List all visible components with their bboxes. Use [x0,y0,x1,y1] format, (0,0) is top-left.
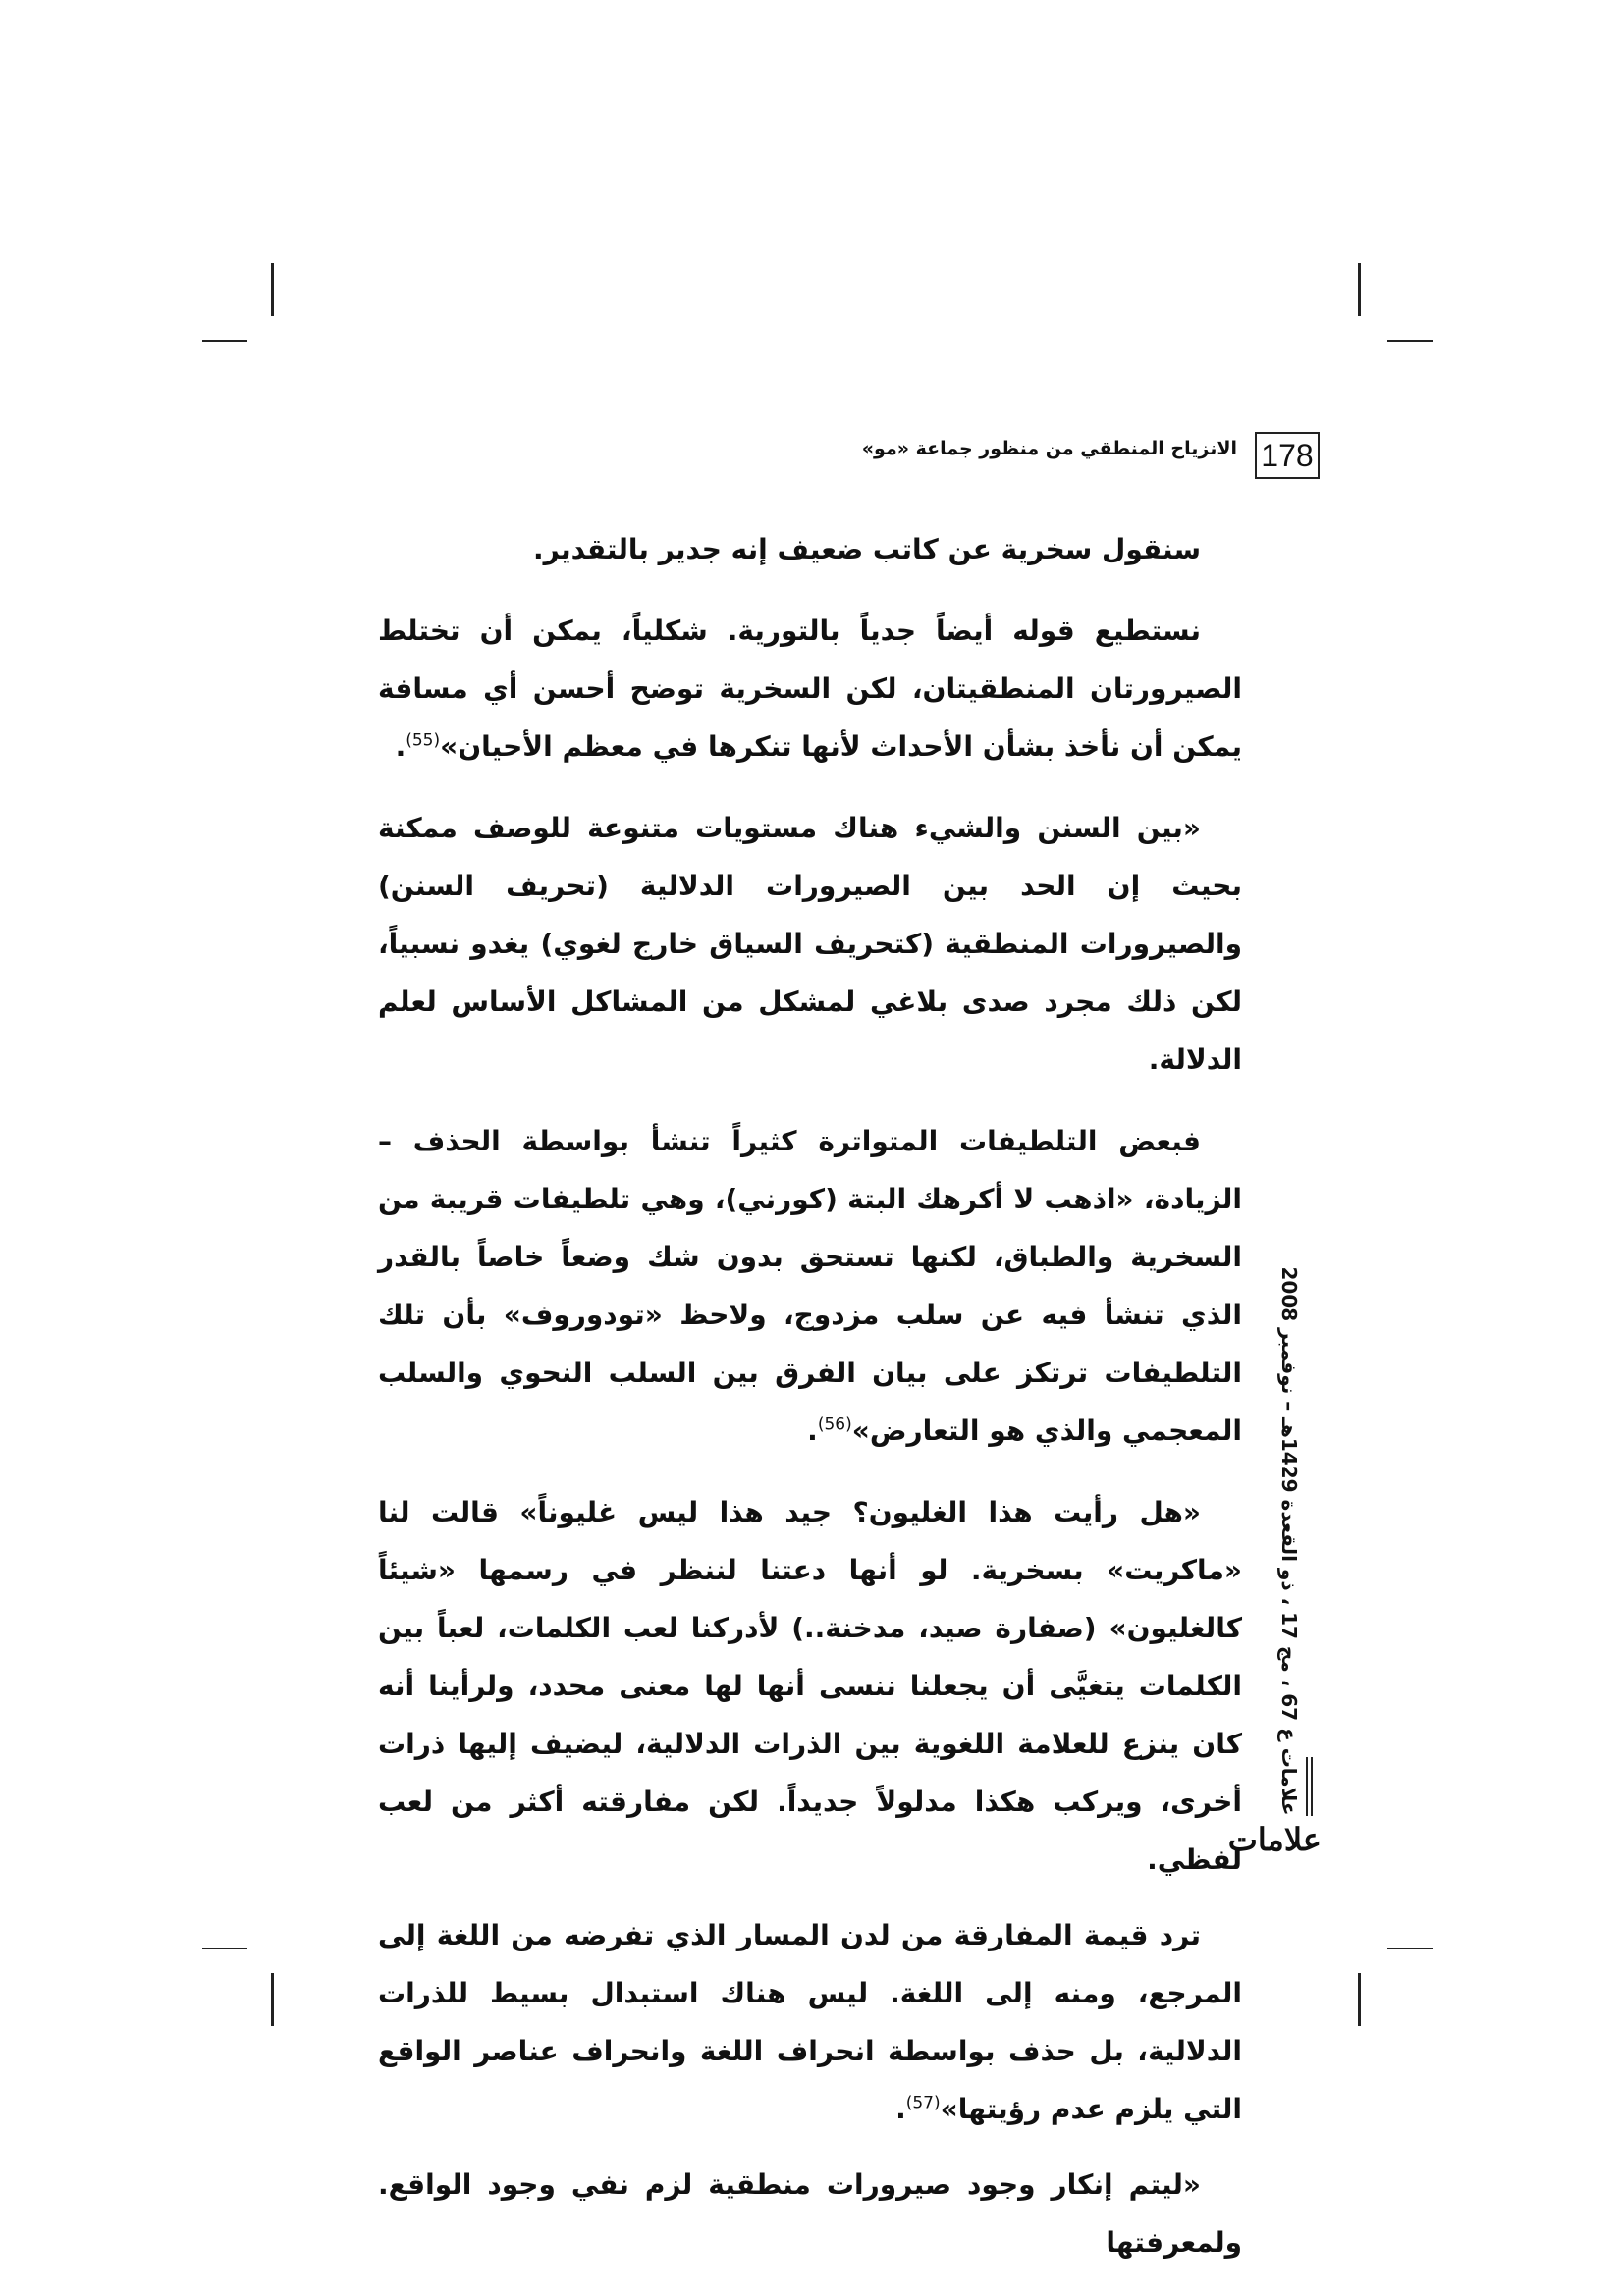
crop-mark-bottom-right-h [1387,1948,1433,1949]
paragraph: «هل رأيت هذا الغليون؟ جيد هذا ليس غليوناً» قالت لنا «ماكريت» بسخرية. لو أنها دعتنا لننظر في رسمها «شيئاً كالغليون» (صفارة صيد، مدخنة..) لأدركنا لعب الكلمات، لعباً بين الكلمات يتغيَّى أن يجعلنا ننسى أنها لها معنى محدد، ولرأينا أنه كان ينزع للعلامة اللغوية بين الذرات الدلالية، ليضيف إليها ذرات أخرى، ويركب هكذا مدلولاً جديداً. لكن مفارقته أكثر من لعب لفظي. [378,1496,1242,1876]
footnote-ref: (56) [817,1415,852,1435]
side-rule [1306,1757,1308,1816]
paragraph: «بين السنن والشيء هناك مستويات متنوعة للوصف ممكنة بحيث إن الحد بين الصيرورات الدلالية (تحريف السنن) والصيرورات المنطقية (كتحريف السياق خارج لغوي) يغدو نسبياً، لكن ذلك مجرد صدى بلاغي لمشكل من المشاكل الأساس لعلم الدلالة. [378,812,1242,1076]
footnote-ref: (57) [905,2093,941,2113]
side-citation [1271,1266,1307,1816]
crop-mark-top-left-h [202,340,247,342]
crop-mark-top-right-h [1387,340,1433,342]
crop-mark-bottom-right [1358,1973,1361,2026]
side-citation-text: علامات ع 67 ، مج 17 ، ذو القعدة 1429هـ – نوفمبر 2008 [1277,1266,1301,1816]
crop-mark-top-right [1358,263,1361,316]
running-header: الانزياح المنطقي من منظور جماعة «مو» [861,438,1237,459]
footnote-ref: (55) [406,730,441,751]
paragraph: فبعض التلطيفات المتواترة كثيراً تنشأ بواسطة الحذف – الزيادة، «اذهب لا أكرهك البتة (كورني)، وهي تلطيفات قريبة من السخرية والطباق، لكنها تستحق بدون شك وضعاً خاصاً بالقدر الذي تنشأ فيه عن سلب مزدوج، ولاحظ «تودوروف» بأن تلك التلطيفات ترتكز على بيان الفرق بين السلب النحوي والسلب المعجمي والذي هو التعارض»$^{(56)}$. [378,1125,1242,1447]
page-number: 178 [1255,432,1320,479]
crop-mark-bottom-left-h [202,1948,247,1949]
body-text [378,520,1242,2295]
paragraph: ترد قيمة المفارقة من لدن المسار الذي تفرضه من اللغة إلى المرجع، ومنه إلى اللغة. ليس هناك استبدال بسيط للذرات الدلالية، بل حذف بواسطة انحراف اللغة وانحراف عناصر الواقع التي يلزم عدم رؤيتها»$^{(57)}$. [378,1919,1242,2125]
paragraph: سنقول سخرية عن كاتب ضعيف إنه جدير بالتقدير. [533,533,1201,565]
paragraph: «ليتم إنكار وجود صيرورات منطقية لزم نفي وجود الواقع. ولمعرفتها [378,2168,1242,2259]
paragraph: نستطيع قوله أيضاً جدياً بالتورية. شكلياً، يمكن أن تختلط الصيرورتان المنطقيتان، لكن السخرية توضح أحسن أي مسافة يمكن أن نأخذ بشأن الأحداث لأنها تنكرها في معظم الأحيان»$^{(55)}$. [378,614,1242,763]
side-rule [1311,1757,1313,1816]
journal-logo: علامات [1227,1821,1322,1858]
crop-mark-top-left [271,263,274,316]
crop-mark-bottom-left [271,1973,274,2026]
